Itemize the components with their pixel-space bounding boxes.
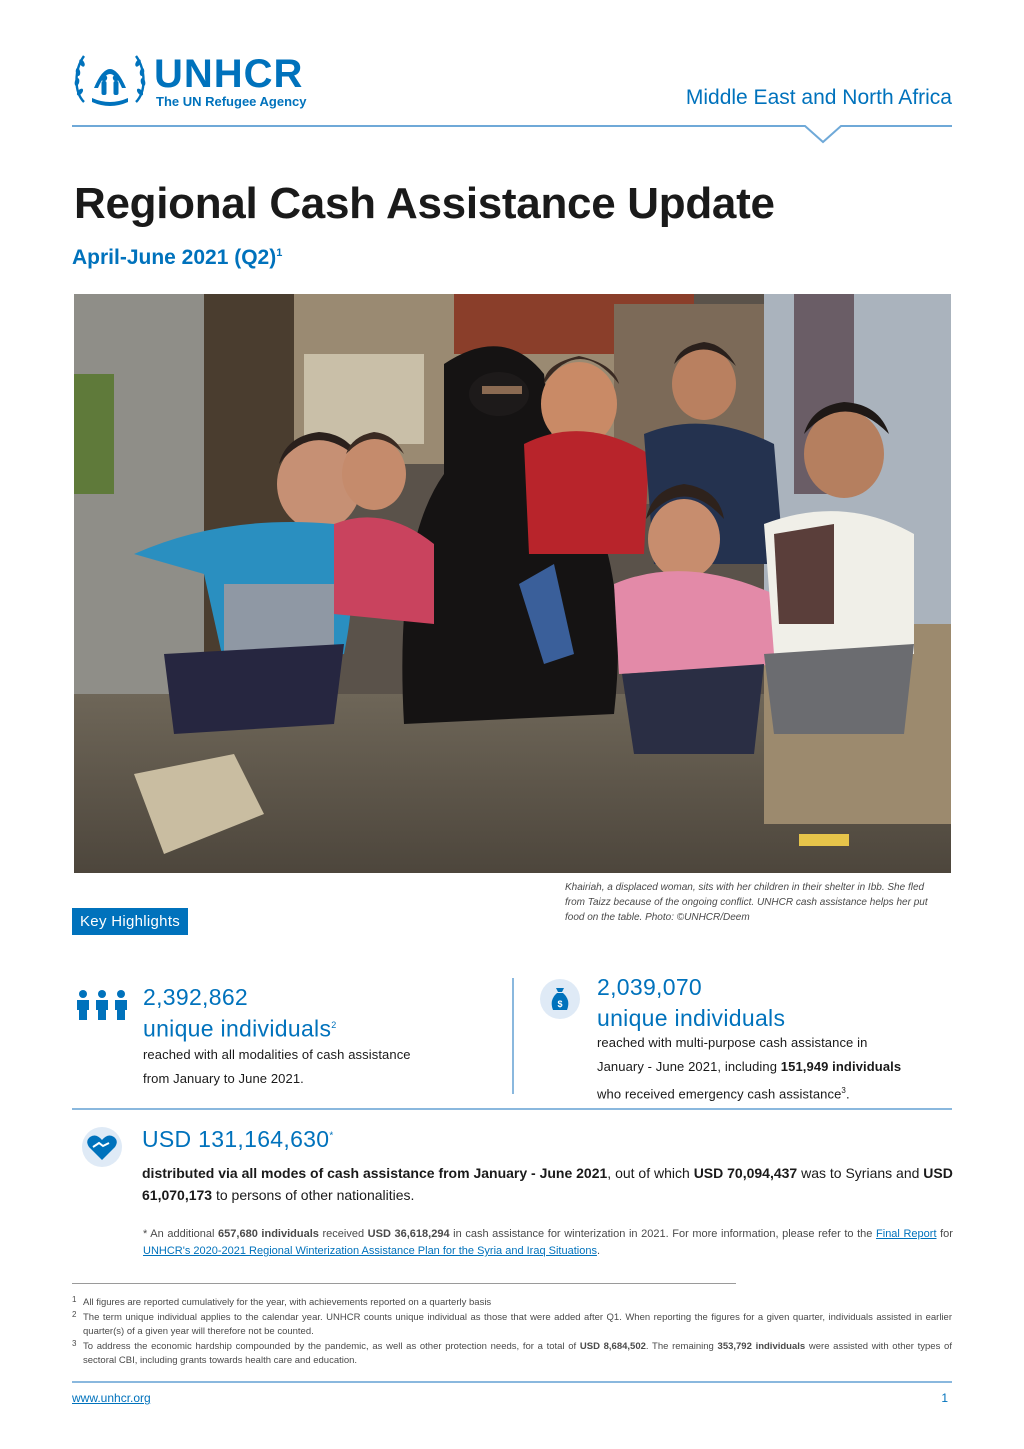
cover-photo (74, 294, 951, 873)
stat-mpca-individuals: 2,039,070 (597, 974, 703, 1000)
page-title: Regional Cash Assistance Update (74, 179, 775, 228)
stat-total-usd-desc: distributed via all modes of cash assistance from January - June 2021, out of which USD 70,094,437 was to Syrians and USD 61,070,173 to persons of other nationalities. (142, 1165, 953, 1203)
handshake-heart-icon (80, 1126, 124, 1168)
footnotes (72, 1296, 952, 1369)
footnote-1: 1 All figures are reported cumulatively for the year, with achievements reported on a quarterly basis (72, 1295, 492, 1308)
photo-caption: Khairiah, a displaced woman, sits with her children in their shelter in Ibb. She fled from Taizz because of the ongoing conflict. UNHCR cash assistance helps her put food on the table. Photo: ©UNHCR/Deem (565, 882, 928, 923)
footnote-2: 2 The term unique individual applies to the calendar year. UNHCR counts unique individual as those that were added after Q1. When reporting the figures for a given quarter, individuals assisted in earlier quarter(s) of a given year will therefore not be counted. (72, 1309, 952, 1337)
final-report-link[interactable]: Final Report (876, 1228, 937, 1240)
report-period: April-June 2021 $(Q2)^1$ (72, 246, 283, 269)
header-rule (72, 124, 952, 144)
unhcr-logo (72, 48, 352, 112)
brand-tagline: The UN Refugee Agency (156, 94, 307, 109)
region-label: Middle East and North Africa (685, 86, 952, 109)
money-bag-icon (539, 978, 581, 1020)
winterization-plan-link[interactable]: UNHCR's 2020-2021 Regional Winterization Assistance Plan for the Syria and Iraq Situations (143, 1245, 597, 1257)
stats-divider (512, 978, 514, 1094)
footnote-rule (72, 1283, 736, 1284)
key-highlights-badge: Key Highlights (72, 908, 188, 935)
stat-mpca-label: unique individuals (597, 1005, 786, 1031)
footer-rule (72, 1381, 952, 1383)
unhcr-emblem-icon (72, 48, 148, 110)
stat-mpca-desc: reached with multi-purpose cash assistance in January - June 2021, including 151,949 individuals who received emergency cash assistance$^3$. (597, 1035, 902, 1102)
footer-website-link[interactable]: www.unhcr.org (72, 1391, 151, 1405)
page-number: 1 (941, 1391, 948, 1405)
footnote-3: 3 To address the economic hardship compounded by the pandemic, as well as other protection needs, for a total of USD 8,684,502. The remaining 353,792 individuals were assisted with other types of sectoral CBI, including grants towards health care and education. (72, 1338, 952, 1366)
people-icon (74, 988, 130, 1020)
stat-unique-individuals-total: 2,392,862 (143, 984, 249, 1010)
stat-unique-individuals-label: unique individuals$^2$ (143, 1015, 337, 1042)
highlights-divider (72, 1108, 952, 1110)
stat-unique-individuals-desc: reached with all modalities of cash assistance from January to June 2021. (143, 1047, 411, 1086)
svg-text:$: $ (557, 999, 563, 1009)
brand-name: UNHCR (154, 52, 304, 96)
winterization-note: * An additional 657,680 individuals received USD 36,618,294 in cash assistance for winterization in 2021. For more information, please refer to the Final Report for UNHCR's 2020-2021 Regional Winterization Assistance Plan for the Syria and Iraq Situations. (143, 1228, 953, 1257)
stat-total-usd: USD 131,164,630* (142, 1126, 334, 1152)
